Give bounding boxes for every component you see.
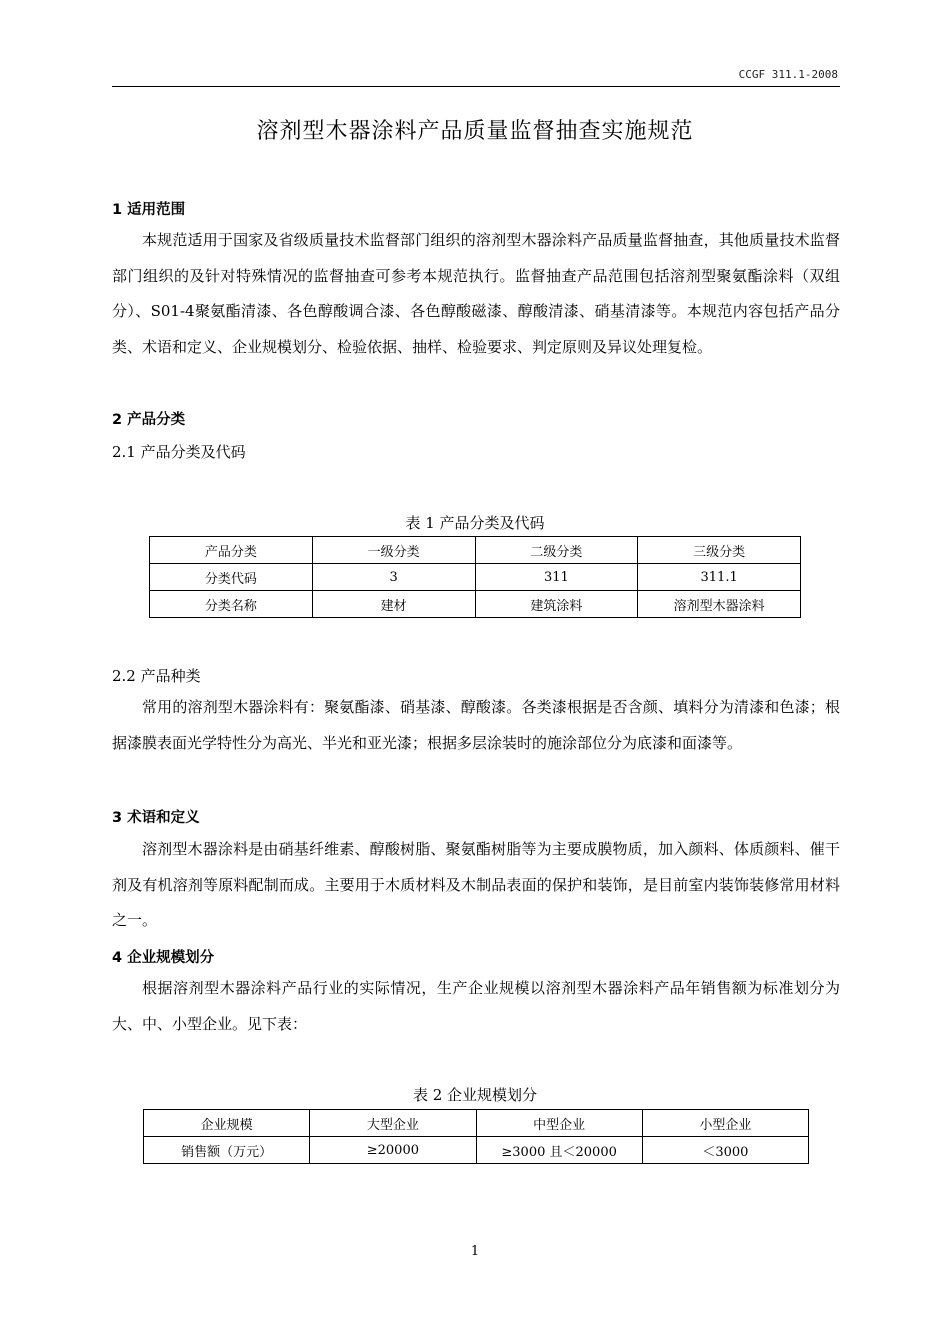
section-2-2-heading: 2.2 产品种类: [112, 667, 201, 685]
section-1-heading: 1 适用范围: [112, 202, 186, 218]
table-row: [150, 537, 801, 564]
table-row: [144, 1110, 809, 1137]
table-1: [149, 536, 801, 618]
table-cell: ≥3000 且＜20000: [476, 1137, 642, 1164]
table-cell: 建材: [312, 591, 475, 618]
section-3-paragraph: 溶剂型木器涂料是由硝基纤维素、醇酸树脂、聚氨酯树脂等为主要成膜物质，加入颜料、体质颜料、催干剂及有机溶剂等原料配制而成。主要用于木质材料及木制品表面的保护和装饰，是目前室内装饰装修常用材料之一。: [112, 840, 840, 929]
table-row: [150, 564, 801, 591]
table-cell: 311.1: [638, 564, 801, 591]
table-cell: ≥20000: [310, 1137, 476, 1164]
table-cell: 311: [475, 564, 638, 591]
section-4-heading: 4 企业规模划分: [112, 950, 215, 966]
section-3-heading: 3 术语和定义: [112, 810, 200, 826]
table-cell: 3: [312, 564, 475, 591]
table-cell: ＜3000: [642, 1137, 808, 1164]
table-cell: 产品分类: [150, 537, 313, 564]
table-cell: 二级分类: [475, 537, 638, 564]
table-row: [150, 591, 801, 618]
table-cell: 溶剂型木器涂料: [638, 591, 801, 618]
table-2-caption: 表 2 企业规模划分: [412, 1086, 538, 1104]
table-2: [143, 1109, 809, 1164]
document-code: CCGF 311.1-2008: [738, 68, 838, 81]
table-cell: 大型企业: [310, 1110, 476, 1137]
section-1-paragraph: 本规范适用于国家及省级质量技术监督部门组织的溶剂型木器涂料产品质量监督抽查，其他质量技术监督部门组织的及针对特殊情况的监督抽查可参考本规范执行。监督抽查产品范围包括溶剂型聚氨酯涂料（双组分）、S01-4聚氨酯清漆、各色醇酸调合漆、各色醇酸磁漆、醇酸清漆、硝基清漆等。本规范内容包括产品分类、术语和定义、企业规模划分、检验依据、抽样、检验要求、判定原则及异议处理复检。: [112, 231, 840, 356]
page-number: 1: [470, 1244, 480, 1259]
section-4-paragraph: 根据溶剂型木器涂料产品行业的实际情况，生产企业规模以溶剂型木器涂料产品年销售额为标准划分为大、中、小型企业。见下表：: [112, 979, 840, 1033]
table-cell: 一级分类: [312, 537, 475, 564]
table-cell: 中型企业: [476, 1110, 642, 1137]
table-cell: 分类代码: [150, 564, 313, 591]
section-2-2-paragraph: 常用的溶剂型木器涂料有：聚氨酯漆、硝基漆、醇酸漆。各类漆根据是否含颜、填料分为清漆和色漆；根据漆膜表面光学特性分为高光、半光和亚光漆；根据多层涂装时的施涂部位分为底漆和面漆等。: [112, 698, 840, 752]
table-1-caption: 表 1 产品分类及代码: [405, 514, 545, 532]
table-cell: 分类名称: [150, 591, 313, 618]
table-row: [144, 1137, 809, 1164]
table-cell: 小型企业: [642, 1110, 808, 1137]
table-cell: 销售额（万元）: [144, 1137, 310, 1164]
table-cell: 三级分类: [638, 537, 801, 564]
table-cell: 建筑涂料: [475, 591, 638, 618]
section-2-1-heading: 2.1 产品分类及代码: [112, 443, 246, 461]
page-title: 溶剂型木器涂料产品质量监督抽查实施规范: [256, 119, 694, 144]
table-cell: 企业规模: [144, 1110, 310, 1137]
section-2-heading: 2 产品分类: [112, 412, 186, 428]
header-rule: [112, 86, 840, 87]
